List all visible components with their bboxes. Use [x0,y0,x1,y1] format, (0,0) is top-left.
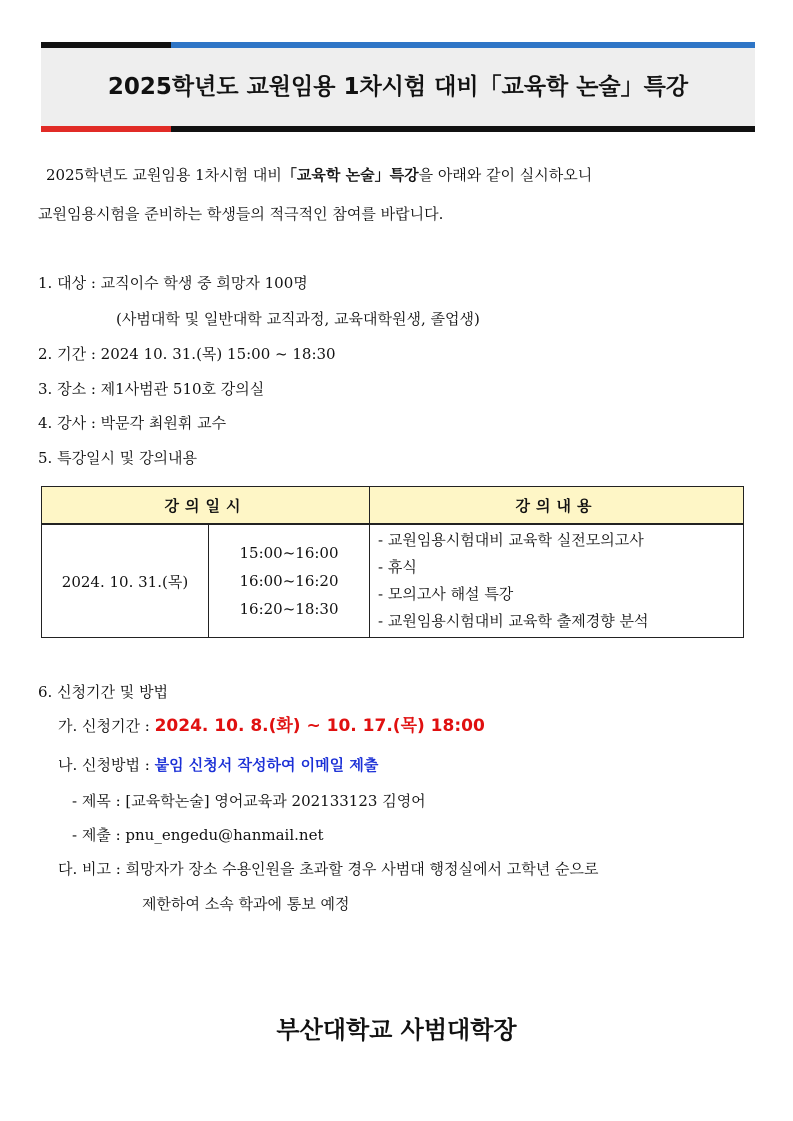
application-method-label: 나. 신청방법 : [58,756,150,774]
content-item: - 휴식 [378,558,417,576]
cell-date: 2024. 10. 31.(목) [42,524,209,638]
item-period: 2. 기간 : 2024 10. 31.(목) 15:00 ~ 18:30 [38,345,336,363]
intro-text-pre: 2025학년도 교원임용 1차시험 대비 [46,166,282,184]
intro-line-1 [46,165,766,185]
item-target-sub: (사범대학 및 일반대학 교직과정, 교육대학원생, 졸업생) [116,310,480,328]
issuer-signature: 부산대학교 사범대학장 [276,1016,517,1044]
application-submit: - 제출 : pnu_engedu@hanmail.net [72,826,324,844]
cell-times [209,524,370,638]
time-slot: 16:20~18:30 [239,600,339,618]
note-line-1: 다. 비고 : 희망자가 장소 수용인원을 초과할 경우 사범대 행정실에서 고학년 순으로 [58,860,599,878]
bottom-bar-red [41,126,171,132]
time-slot: 15:00~16:00 [239,544,339,562]
table-header-row [42,487,744,525]
application-subject: - 제목 : [교육학논술] 영어교육과 202133123 김영어 [72,792,426,810]
item-place: 3. 장소 : 제1사범관 510호 강의실 [38,380,265,398]
application-period-label: 가. 신청기간 : [58,717,150,735]
application-method [58,755,778,775]
header-content: 강의내용 [370,487,744,525]
application-period-value: 2024. 10. 8.(화) ~ 10. 17.(목) 18:00 [154,716,485,736]
application-method-value: 붙임 신청서 작성하여 이메일 제출 [154,756,379,774]
content-item: - 교원임용시험대비 교육학 출제경향 분석 [378,612,649,630]
intro-line-2: 교원임용시험을 준비하는 학생들의 적극적인 참여를 바랍니다. [38,205,444,223]
content-item: - 교원임용시험대비 교육학 실전모의고사 [378,531,644,549]
time-slot: 16:00~16:20 [239,572,339,590]
item-lecturer: 4. 강사 : 박문각 최원휘 교수 [38,414,227,432]
application-period [58,716,778,736]
bottom-bar-black [171,126,755,132]
intro-highlight: 「교육학 논술」특강 [281,166,419,184]
note-line-2: 제한하여 소속 학과에 통보 예정 [142,895,350,913]
header-date: 강의일시 [42,487,370,525]
table-row [42,524,744,638]
item-target: 1. 대상 : 교직이수 학생 중 희망자 100명 [38,274,308,292]
schedule-table [41,486,744,638]
application-heading: 6. 신청기간 및 방법 [38,683,169,701]
page-title: 2025학년도 교원임용 1차시험 대비「교육학 논술」특강 [107,74,689,100]
item-schedule-heading: 5. 특강일시 및 강의내용 [38,449,198,467]
cell-contents [370,524,744,638]
content-item: - 모의고사 해설 특강 [378,585,514,603]
intro-text-post: 을 아래와 같이 실시하오니 [418,166,593,184]
title-banner [41,42,755,134]
